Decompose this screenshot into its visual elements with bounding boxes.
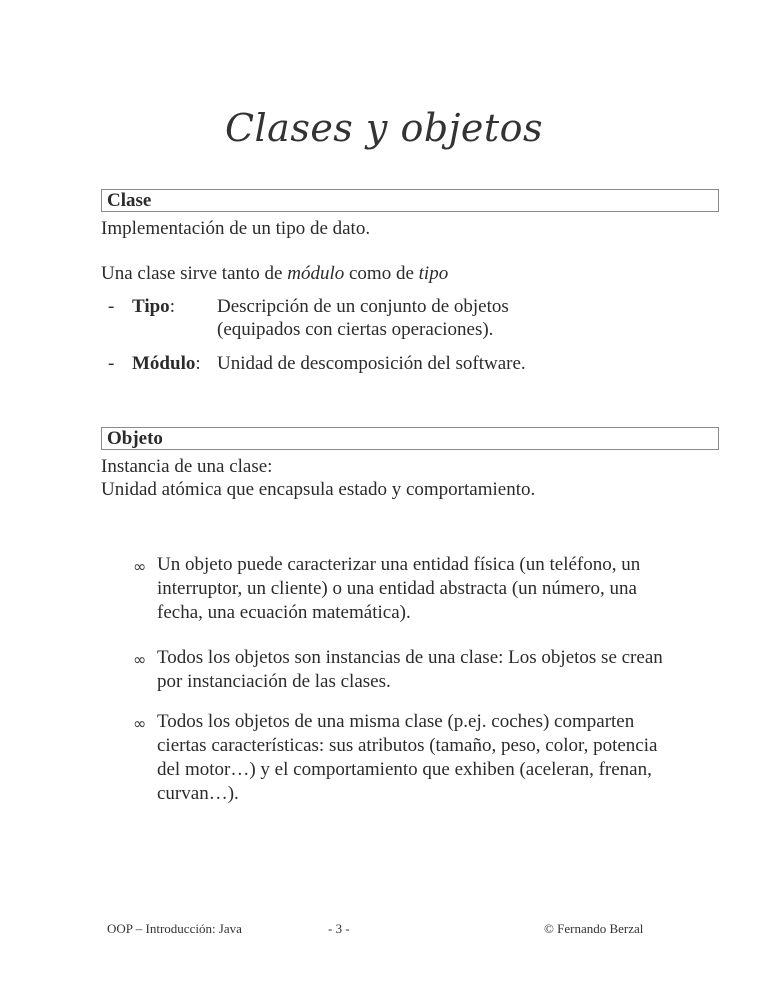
page-title: Clases y objetos <box>224 106 544 150</box>
bullet-item <box>157 553 727 625</box>
clase-definition: Implementación de un tipo de dato. <box>101 218 371 239</box>
def-value-tipo-line1: Descripción de un conjunto de objetos <box>217 296 509 317</box>
def-value-modulo: Unidad de descomposición del software. <box>217 353 526 374</box>
clase-intro-mid: como de <box>344 263 419 284</box>
clase-intro-prefix: Una clase sirve tanto de <box>101 263 288 284</box>
bullet-line: interruptor, un cliente) o una entidad abstracta (un número, una <box>157 578 637 599</box>
dash-marker: - <box>108 296 115 317</box>
footer-copyright: © Fernando Berzal <box>544 921 644 936</box>
def-label-tipo-text: Tipo <box>132 296 170 317</box>
clase-intro-tipo: tipo <box>418 263 449 284</box>
infinity-bullet-icon: ∞ <box>133 557 147 576</box>
bullet-line: Un objeto puede caracterizar una entidad física (un teléfono, un <box>157 554 641 575</box>
def-label-modulo-text: Módulo <box>132 353 196 374</box>
clase-intro-modulo: módulo <box>287 263 345 284</box>
bullet-line: curvan…). <box>157 783 239 804</box>
footer-page-number: - 3 - <box>328 921 350 936</box>
def-label-colon: : <box>195 353 201 374</box>
clase-intro <box>101 262 448 285</box>
def-label-colon: : <box>169 296 175 317</box>
footer-course-title: OOP – Introducción: Java <box>107 921 242 936</box>
bullet-line: Todos los objetos son instancias de una clase: Los objetos se crean <box>157 647 663 668</box>
bullet-line: por instanciación de las clases. <box>157 671 391 692</box>
section-header-objeto: Objeto <box>101 427 719 450</box>
objeto-definition-line1: Instancia de una clase: <box>101 456 273 477</box>
infinity-bullet-icon: ∞ <box>133 714 147 733</box>
bullet-line: ciertas características: sus atributos (tamaño, peso, color, potencia <box>157 735 658 756</box>
section-header-clase: Clase <box>101 189 719 212</box>
objeto-definition-line2: Unidad atómica que encapsula estado y comportamiento. <box>101 479 536 500</box>
bullet-line: Todos los objetos de una misma clase (p.ej. coches) comparten <box>157 711 635 732</box>
dash-marker: - <box>108 353 115 374</box>
def-value-tipo-line2: (equipados con ciertas operaciones). <box>217 319 494 340</box>
def-label-tipo <box>132 295 175 318</box>
bullet-line: del motor…) y el comportamiento que exhiben (aceleran, frenan, <box>157 759 652 780</box>
def-label-modulo <box>132 352 201 375</box>
bullet-item <box>157 710 727 806</box>
infinity-bullet-icon: ∞ <box>133 650 147 669</box>
bullet-line: fecha, una ecuación matemática). <box>157 602 411 623</box>
bullet-item <box>157 646 727 694</box>
